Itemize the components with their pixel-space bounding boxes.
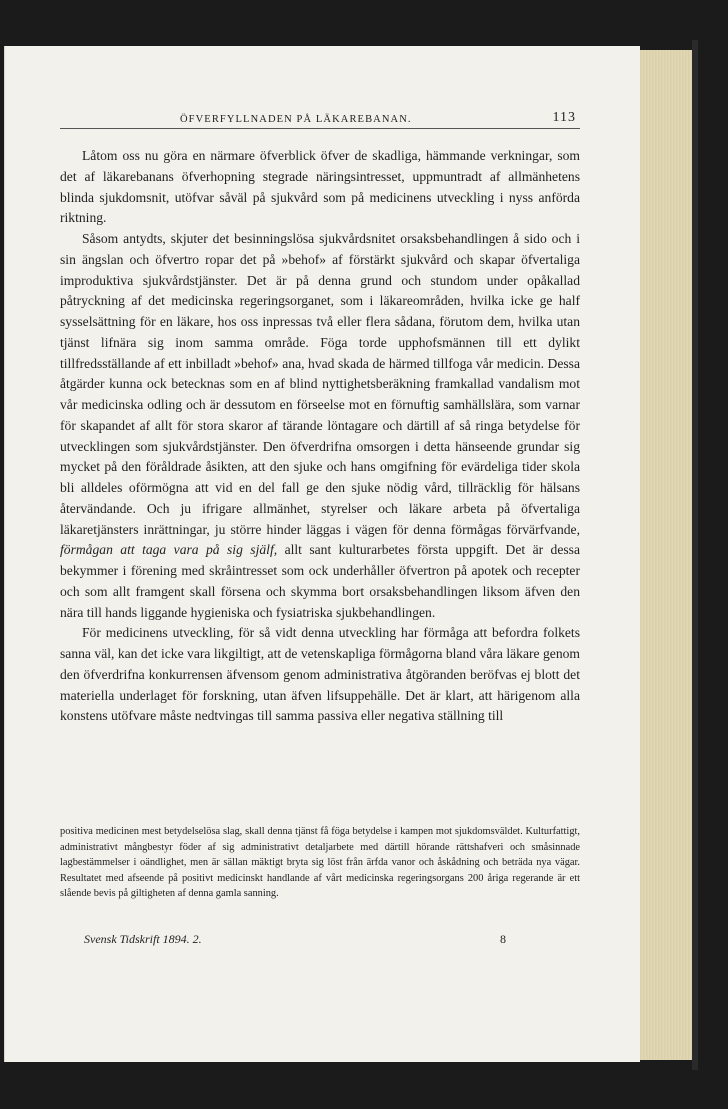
journal-signature: Svensk Tidskrift 1894. 2. — [84, 932, 202, 946]
sheet-number: 8 — [500, 932, 506, 946]
header-rule — [60, 128, 580, 129]
page-header — [60, 110, 580, 130]
book-cover-edge — [692, 40, 698, 1070]
page-number: 113 — [552, 110, 576, 125]
paragraph-3: För medicinens utveckling, för så vidt denna utveckling har förmåga att befordra folkets sanna väl, kan det icke vara likgiltigt, att de vetenskapliga förmågorna bland våra läkare genom den öfverdrifna konkurrensen äfvensom genom administrativa åtgöranden beröfvas ej blott det materiella underlaget för forskning, utan äfven lifsuppehälle. Det är klart, att härigenom alla konstens utöfvare måste nedtvingas till samma passiva eller negativa ställning till — [60, 625, 580, 724]
footnote: positiva medicinen mest betydelselösa slag, skall denna tjänst få föga betydelse i kampen mot sjukdomsväldet. Kulturfattigt, administrativt mångbestyr föder af sig administrativt detaljarbete med därtill hörande rättshafveri och småsinnade lagbestämmelser i oändlighet, men är sällan mäktigt bryta sig löst från ärfda vanor och åskådning och beträda nya vägar. Resultatet med afseende på positivt medicinskt handlande af vårt medicinska regeringsorgans 200 åriga regerande är ett slående bevis på giltigheten af denna gamla sanning. — [60, 826, 580, 899]
paragraph-2-part-a: Såsom antydts, skjuter det besinningslösa sjukvårdsnitet orsaksbehandlingen å sido och i sin ängslan och öfvertro ropar det på »behof» af förstärkt sjukvård och skapar öfvertaliga improduktiva sjukvårdstjänster. Det är på denna grund och stundom under opåkallad påtryckning af det medicinska regeringsorganet, som i läkareområden, hvilka icke ge half sysselsättning för en läkare, hos oss inpressas två eller flera sådana, förutom dem, hvilka utan tjänst lifnära sig inom samma område. Föga torde upphofsmännen till ett dylikt tillfredsställande af ett inbilladt »behof» ana, hvad skada de härmed tillfoga vår medicin. Dessa åtgärder kunna ock betecknas som en af blind nyttighetsberäkning framkallad vandalism mot vår medicinska odling och är dessutom en förseelse mot en förnuftig samhällslära, som varnar för skapandet af allt för stora skaror af tärande löntagare och därtill af så ringa betydelse för utvecklingen som sjukvårdstjänster. Den öfverdrifna omsorgen i detta hänseende grundar sig mycket på den föråldrade åsikten, att den sjuke och hans omgifning för evärdeliga tider skola bli alldeles oförmögna att vid en del fall ge den sjuke nödig vård, tillräcklig för hälsans återvändande. Och ju ifrigare allmänhet, styrelser och läkare arbeta på öfvertaliga läkaretjänsters inrättningar, ju större hinder läggas i vägen för denna förmågas förvärfvande, — [60, 231, 580, 537]
body-text — [60, 146, 580, 727]
signature-line — [60, 932, 580, 950]
running-head: ÖFVERFYLLNADEN PÅ LÄKAREBANAN. — [180, 114, 412, 125]
paragraph-2-italic: förmågan att taga vara på sig själf, — [60, 542, 278, 558]
paragraph-2 — [60, 229, 580, 623]
paragraph-2-part-b: allt sant kulturarbetes första uppgift. Det är dessa bekymmer i förening med skråintresset som ock underhåller öfvertron på apotek och recepter och som allt framgent skall försena och skymma bort orsaksbehandlingen liksom äfven den nära till hands liggande hygieniska och fysiatriska sjukbehandlingen. — [60, 542, 581, 620]
paragraph-1: Låtom oss nu göra en närmare öfverblick öfver de skadliga, hämmande verkningar, som det af läkarebanans öfverhopning stegrade näringsintresset, uppmuntradt af allmänhetens blinda sjukdomsnit, utöfvar såväl på sjukvård som på medicinens utveckling i nyss anförda riktning. — [60, 148, 580, 226]
page-edges — [640, 50, 692, 1060]
